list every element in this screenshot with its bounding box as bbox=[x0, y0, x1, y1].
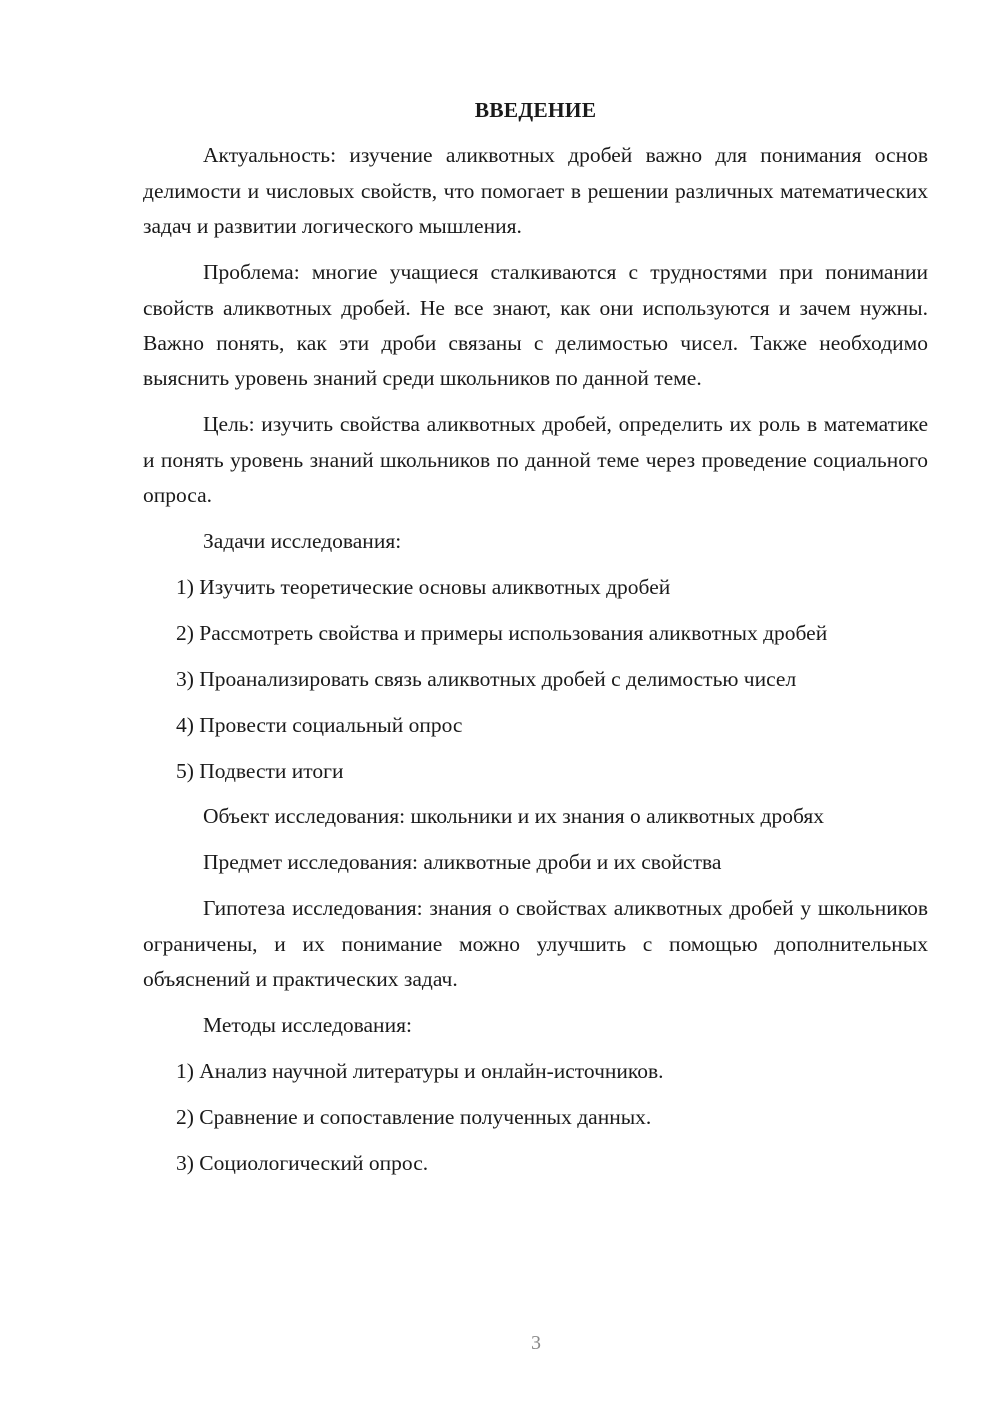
paragraph-problem: Проблема: многие учащиеся сталкиваются с трудностями при понимании свойств аликвотных дробей. Не все знают, как они используются и зачем нужны. Важно понять, как эти дроби связаны с делимостью чисел. Также необходимо выяснить уровень знаний среди школьников по данной теме. bbox=[143, 260, 928, 391]
page-title: ВВЕДЕНИЕ bbox=[474, 98, 597, 122]
task-item-5: 5) Подвести итоги bbox=[176, 758, 344, 783]
task-item-4: 4) Провести социальный опрос bbox=[176, 712, 463, 737]
task-item-1: 1) Изучить теоретические основы аликвотных дробей bbox=[176, 574, 671, 599]
research-subject: Предмет исследования: аликвотные дроби и их свойства bbox=[203, 850, 722, 875]
method-item-3: 3) Социологический опрос. bbox=[176, 1150, 429, 1175]
task-item-2: 2) Рассмотреть свойства и примеры использования аликвотных дробей bbox=[176, 620, 828, 645]
research-object: Объект исследования: школьники и их знания о аликвотных дробях bbox=[203, 804, 824, 829]
paragraph-relevance: Актуальность: изучение аликвотных дробей важно для понимания основ делимости и числовых свойств, что помогает в решении различных математических задач и развитии логического мышления. bbox=[143, 143, 928, 239]
method-item-1: 1) Анализ научной литературы и онлайн-источников. bbox=[176, 1058, 664, 1083]
method-item-2: 2) Сравнение и сопоставление полученных данных. bbox=[176, 1104, 652, 1129]
page-number: 3 bbox=[531, 1332, 541, 1354]
paragraph-goal: Цель: изучить свойства аликвотных дробей, определить их роль в математике и понять уровень знаний школьников по данной теме через проведение социального опроса. bbox=[143, 412, 928, 508]
task-item-3: 3) Проанализировать связь аликвотных дробей с делимостью чисел bbox=[176, 666, 797, 691]
methods-heading: Методы исследования: bbox=[203, 1012, 412, 1037]
page-content bbox=[143, 93, 928, 1192]
tasks-heading: Задачи исследования: bbox=[203, 528, 402, 553]
research-hypothesis: Гипотеза исследования: знания о свойствах аликвотных дробей у школьников ограничены, и их понимание можно улучшить с помощью дополнительных объяснений и практических задач. bbox=[143, 896, 928, 992]
